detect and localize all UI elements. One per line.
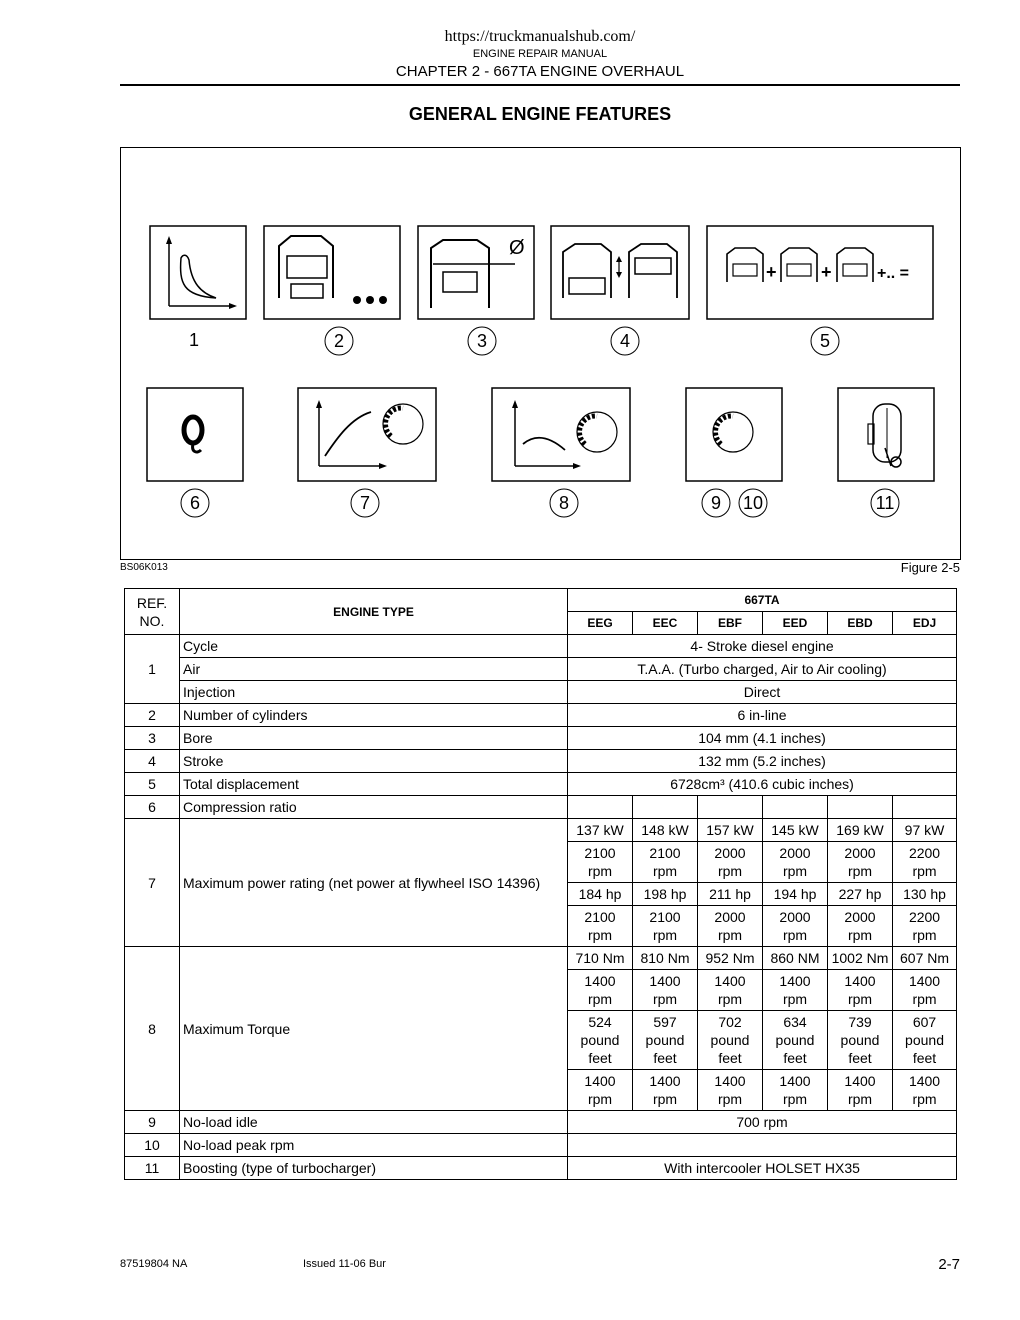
figure-number-circle <box>739 489 767 517</box>
feature-value: With intercooler HOLSET HX35 <box>568 1157 957 1180</box>
feature-value: 132 mm (5.2 inches) <box>568 750 957 773</box>
more-symbol: +.. = <box>877 265 910 282</box>
cylinders-icon <box>264 226 400 319</box>
table-row <box>125 658 957 681</box>
issue-info: Issued 11-06 Bur <box>303 1258 386 1270</box>
rpm-cell: 2200 rpm <box>893 842 957 883</box>
figure-number-circle <box>181 489 209 517</box>
svg-text:11: 11 <box>875 493 895 513</box>
feature-label: Total displacement <box>180 773 568 796</box>
empty-cell <box>633 796 698 819</box>
figure-number: 1 <box>188 330 200 350</box>
figure-number-circle <box>871 489 899 517</box>
svg-text:8: 8 <box>558 493 570 513</box>
figure-number-circle <box>811 327 839 355</box>
ref-cell: 5 <box>125 773 180 796</box>
variant-header: EDJ <box>893 612 957 635</box>
table-row <box>125 750 957 773</box>
power-hp-cell: 194 hp <box>763 883 828 906</box>
table-row <box>125 681 957 704</box>
torque-nm-cell: 860 NM <box>763 947 828 970</box>
power-kw-cell: 97 kW <box>893 819 957 842</box>
rpm-cell: 1400 rpm <box>568 1070 633 1111</box>
table-header-row <box>125 589 957 612</box>
torque-curve-icon <box>492 388 630 481</box>
rpm-cell: 1400 rpm <box>763 1070 828 1111</box>
ref-cell: 1 <box>125 635 180 704</box>
torque-nm-cell: 710 Nm <box>568 947 633 970</box>
power-kw-cell: 145 kW <box>763 819 828 842</box>
turbocharger-icon <box>838 388 934 481</box>
displacement-icon <box>707 226 933 319</box>
plus-symbol: + <box>821 262 832 282</box>
torque-nm-cell: 952 Nm <box>698 947 763 970</box>
rpm-cell: 2100 rpm <box>633 906 698 947</box>
torque-lbft-cell: 607 pound feet <box>893 1011 957 1070</box>
page-title: GENERAL ENGINE FEATURES <box>408 104 672 124</box>
rpm-cell: 2000 rpm <box>828 906 893 947</box>
svg-text:10: 10 <box>742 493 764 513</box>
torque-lbft-cell: 524 pound feet <box>568 1011 633 1070</box>
table-row <box>125 704 957 727</box>
rpm-cell: 1400 rpm <box>763 970 828 1011</box>
cycle-diagram-icon <box>150 226 246 319</box>
feature-label: Compression ratio <box>180 796 568 819</box>
feature-value: 6 in-line <box>568 704 957 727</box>
variant-header: EBD <box>828 612 893 635</box>
rpm-cell: 2000 rpm <box>763 906 828 947</box>
engine-features-table <box>124 588 957 1180</box>
figure-illustrations <box>121 148 960 559</box>
svg-text:6: 6 <box>189 493 201 513</box>
feature-label: Maximum power rating (net power at flywheel ISO 14396) <box>180 819 568 947</box>
tachometer-icon <box>686 388 782 481</box>
ref-cell: 8 <box>125 947 180 1111</box>
manual-name: ENGINE REPAIR MANUAL <box>472 48 608 60</box>
rpm-cell: 2000 rpm <box>763 842 828 883</box>
features-figure <box>120 147 961 560</box>
source-url[interactable]: https://truckmanualshub.com/ <box>444 28 636 45</box>
variant-header: EED <box>763 612 828 635</box>
table-row <box>125 947 957 970</box>
svg-text:3: 3 <box>476 331 488 351</box>
table-row <box>125 727 957 750</box>
power-kw-cell: 169 kW <box>828 819 893 842</box>
ref-cell: 2 <box>125 704 180 727</box>
feature-value: 4- Stroke diesel engine <box>568 635 957 658</box>
header-rule <box>120 84 960 86</box>
svg-text:2: 2 <box>333 331 345 351</box>
rpm-cell: 2100 rpm <box>568 842 633 883</box>
power-hp-cell: 184 hp <box>568 883 633 906</box>
plus-symbol: + <box>766 262 777 282</box>
rpm-cell: 2000 rpm <box>698 842 763 883</box>
figure-number-circle <box>351 489 379 517</box>
figure-code: BS06K013 <box>120 562 168 573</box>
table-row <box>125 796 957 819</box>
table-row <box>125 1134 957 1157</box>
feature-value: 6728cm³ (410.6 cubic inches) <box>568 773 957 796</box>
rpm-cell: 2200 rpm <box>893 906 957 947</box>
empty-cell <box>698 796 763 819</box>
rpm-cell: 2100 rpm <box>568 906 633 947</box>
table-row <box>125 1111 957 1134</box>
empty-cell <box>893 796 957 819</box>
empty-cell <box>763 796 828 819</box>
engine-type-header: ENGINE TYPE <box>180 589 568 635</box>
feature-label: Injection <box>180 681 568 704</box>
svg-text:5: 5 <box>819 331 831 351</box>
rpm-cell: 1400 rpm <box>893 1070 957 1111</box>
table-row <box>125 773 957 796</box>
rpm-cell: 1400 rpm <box>633 1070 698 1111</box>
variant-header: EBF <box>698 612 763 635</box>
table-row <box>125 1157 957 1180</box>
torque-lbft-cell: 739 pound feet <box>828 1011 893 1070</box>
feature-value: 104 mm (4.1 inches) <box>568 727 957 750</box>
feature-value: Direct <box>568 681 957 704</box>
chapter-title: CHAPTER 2 - 667TA ENGINE OVERHAUL <box>395 63 685 80</box>
rpm-cell: 2000 rpm <box>828 842 893 883</box>
feature-value <box>568 1134 957 1157</box>
ref-cell: 6 <box>125 796 180 819</box>
torque-nm-cell: 607 Nm <box>893 947 957 970</box>
ref-cell: 9 <box>125 1111 180 1134</box>
power-kw-cell: 157 kW <box>698 819 763 842</box>
model-group-header: 667TA <box>568 589 957 612</box>
ref-no-header: REF. NO. <box>125 589 180 635</box>
feature-label: No-load peak rpm <box>180 1134 568 1157</box>
rpm-cell: 2100 rpm <box>633 842 698 883</box>
torque-nm-cell: 1002 Nm <box>828 947 893 970</box>
figure-number-circle <box>325 327 353 355</box>
torque-lbft-cell: 702 pound feet <box>698 1011 763 1070</box>
feature-value: T.A.A. (Turbo charged, Air to Air cooling) <box>568 658 957 681</box>
bore-icon <box>418 226 534 319</box>
ref-cell: 10 <box>125 1134 180 1157</box>
empty-cell <box>568 796 633 819</box>
rpm-cell: 1400 rpm <box>633 970 698 1011</box>
variant-header: EEC <box>633 612 698 635</box>
power-hp-cell: 211 hp <box>698 883 763 906</box>
feature-label: Number of cylinders <box>180 704 568 727</box>
rpm-cell: 2000 rpm <box>698 906 763 947</box>
feature-label: Air <box>180 658 568 681</box>
feature-label: Maximum Torque <box>180 947 568 1111</box>
svg-text:4: 4 <box>619 331 631 351</box>
figure-number-circle <box>468 327 496 355</box>
variant-header: EEG <box>568 612 633 635</box>
ref-cell: 7 <box>125 819 180 947</box>
svg-text:9: 9 <box>710 493 722 513</box>
figure-caption: Figure 2-5 <box>900 560 960 575</box>
power-hp-cell: 227 hp <box>828 883 893 906</box>
bore-symbol: Ø <box>509 237 525 259</box>
rpm-cell: 1400 rpm <box>828 970 893 1011</box>
ref-cell: 4 <box>125 750 180 773</box>
figure-number-circle <box>550 489 578 517</box>
feature-value: 700 rpm <box>568 1111 957 1134</box>
torque-nm-cell: 810 Nm <box>633 947 698 970</box>
table-row <box>125 819 957 842</box>
page-number: 2-7 <box>938 1256 960 1273</box>
feature-label: Boosting (type of turbocharger) <box>180 1157 568 1180</box>
feature-label: Cycle <box>180 635 568 658</box>
figure-number-circle <box>702 489 730 517</box>
ref-cell: 3 <box>125 727 180 750</box>
rpm-cell: 1400 rpm <box>698 1070 763 1111</box>
rpm-cell: 1400 rpm <box>568 970 633 1011</box>
feature-label: Bore <box>180 727 568 750</box>
rpm-cell: 1400 rpm <box>828 1070 893 1111</box>
table-row <box>125 635 957 658</box>
power-hp-cell: 198 hp <box>633 883 698 906</box>
figure-number-circle <box>611 327 639 355</box>
feature-label: Stroke <box>180 750 568 773</box>
ref-cell: 11 <box>125 1157 180 1180</box>
power-curve-icon <box>298 388 436 481</box>
power-kw-cell: 148 kW <box>633 819 698 842</box>
rpm-cell: 1400 rpm <box>893 970 957 1011</box>
feature-label: No-load idle <box>180 1111 568 1134</box>
torque-lbft-cell: 597 pound feet <box>633 1011 698 1070</box>
svg-text:7: 7 <box>359 493 371 513</box>
stroke-icon <box>551 226 689 319</box>
torque-lbft-cell: 634 pound feet <box>763 1011 828 1070</box>
compression-ratio-icon <box>147 388 243 481</box>
empty-cell <box>828 796 893 819</box>
rpm-cell: 1400 rpm <box>698 970 763 1011</box>
part-number: 87519804 NA <box>120 1258 188 1270</box>
power-hp-cell: 130 hp <box>893 883 957 906</box>
power-kw-cell: 137 kW <box>568 819 633 842</box>
